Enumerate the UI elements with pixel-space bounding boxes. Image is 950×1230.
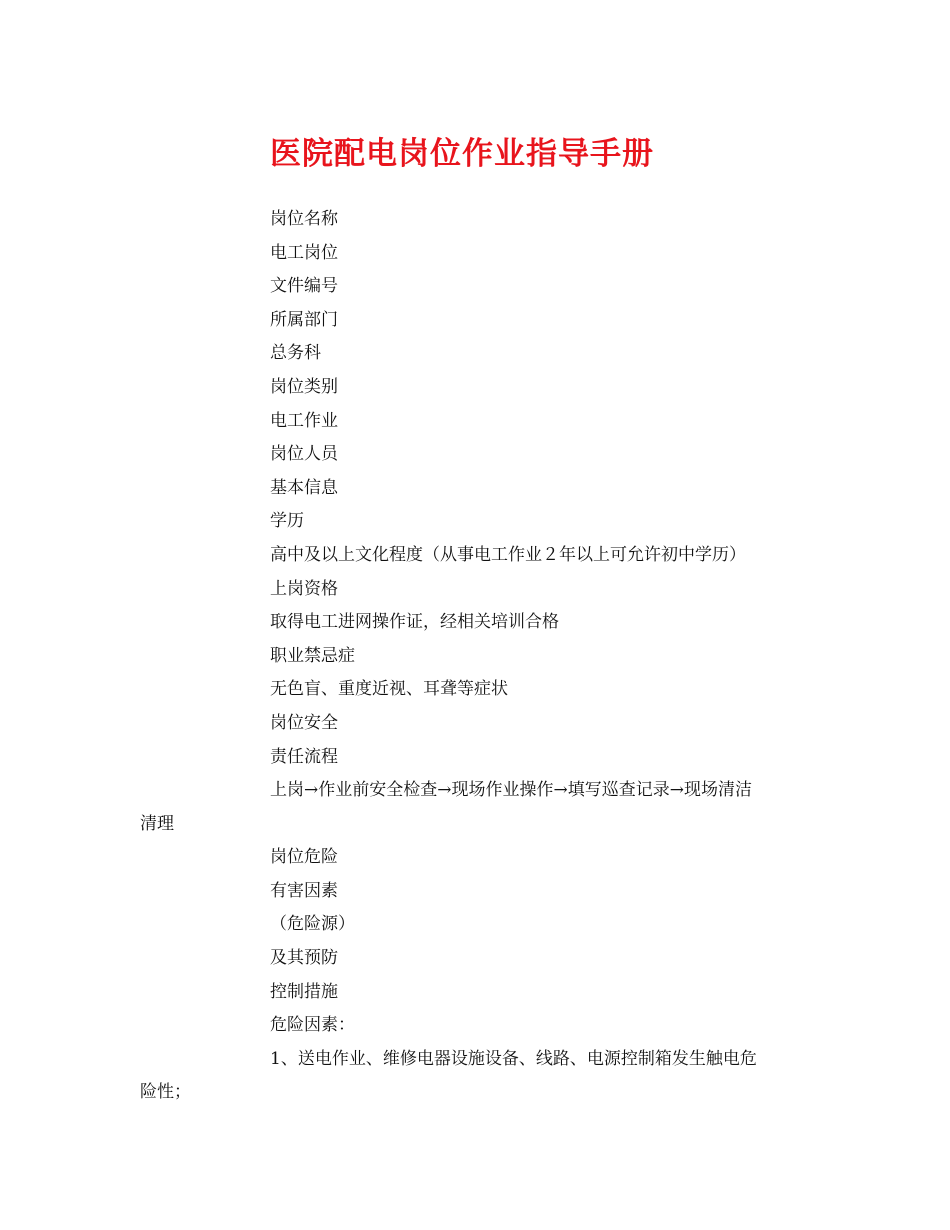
body-line: 电工作业 — [270, 410, 338, 431]
body-line: 清理 — [140, 813, 174, 834]
body-line: 1、送电作业、维修电器设施设备、线路、电源控制箱发生触电危 — [270, 1048, 757, 1069]
body-line: 岗位人员 — [270, 444, 338, 465]
body-line: 上岗资格 — [270, 578, 338, 599]
body-line: 有害因素 — [270, 880, 338, 901]
body-line: 及其预防 — [270, 948, 338, 969]
body-line: 岗位名称 — [270, 209, 338, 229]
document-title: 医院配电岗位作业指导手册 — [270, 136, 654, 172]
body-line: 所属部门 — [270, 309, 338, 330]
body-line: 总务科 — [270, 343, 321, 364]
body-line: 危险因素： — [270, 1015, 355, 1036]
document-body — [140, 203, 820, 1110]
body-line: 基本信息 — [270, 477, 338, 498]
body-line: 上岗→作业前安全检查→现场作业操作→填写巡查记录→现场清洁 — [270, 780, 752, 801]
body-line: 岗位安全 — [270, 712, 338, 733]
body-line: 控制措施 — [270, 981, 338, 1002]
body-line: 高中及以上文化程度（从事电工作业２年以上可允许初中学历） — [270, 544, 746, 565]
body-line: 文件编号 — [270, 276, 338, 297]
body-line: 学历 — [270, 511, 304, 532]
body-line: 职业禁忌症 — [270, 645, 355, 666]
body-line: 取得电工进网操作证，经相关培训合格 — [270, 612, 559, 633]
body-line: 责任流程 — [270, 746, 338, 767]
body-line: 岗位危险 — [270, 847, 338, 868]
body-line: 电工岗位 — [270, 242, 338, 263]
body-line: 无色盲、重度近视、耳聋等症状 — [270, 679, 508, 700]
body-line: 险性； — [140, 1082, 191, 1103]
body-line: 岗位类别 — [270, 376, 338, 397]
body-line: （危险源） — [270, 914, 355, 935]
